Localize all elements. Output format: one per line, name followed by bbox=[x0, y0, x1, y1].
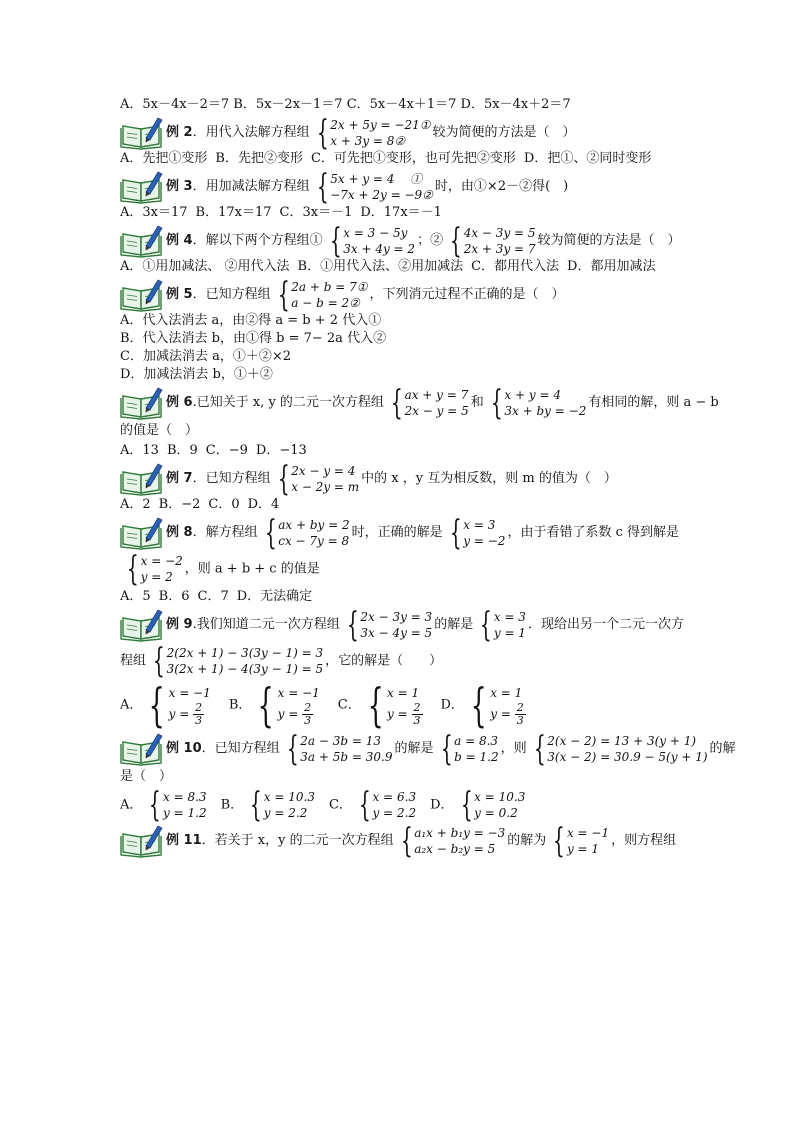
worksheet bbox=[120, 96, 736, 861]
equation-rows bbox=[504, 387, 586, 419]
options-line: A．5x－4x－2＝7 B．5x－2x－1＝7 C．5x－4x＋1＝7 D．5x－4x＋2＝7 bbox=[120, 97, 571, 112]
answer-option: B．①用代入法、②用加减法 bbox=[297, 259, 464, 274]
equation: 5x + y = 4 ① bbox=[330, 172, 423, 186]
equation-system bbox=[386, 383, 469, 423]
equation: cx − 7y = 8 bbox=[278, 534, 350, 548]
answer-option bbox=[354, 785, 417, 825]
answer-option: D．都用加减法 bbox=[567, 259, 656, 274]
var: y = bbox=[168, 706, 194, 721]
answer-option: D．−13 bbox=[255, 443, 307, 458]
example-label: 例 7 bbox=[166, 471, 193, 486]
equation: y = −2 bbox=[463, 534, 506, 548]
equation: y = 1 bbox=[566, 842, 600, 856]
answer-option bbox=[142, 678, 211, 732]
question-text: 程组 bbox=[120, 653, 147, 669]
equation bbox=[387, 702, 422, 727]
option-letter: B． bbox=[228, 697, 252, 713]
var: y = bbox=[277, 706, 303, 721]
equation-rows bbox=[490, 684, 525, 727]
equation-rows bbox=[291, 279, 367, 311]
answer-option: B．代入法消去 b，由①得 b = 7− 2a 代入② bbox=[120, 331, 387, 346]
question-text: ．解以下两个方程组① bbox=[192, 233, 323, 248]
question-text: .我们知道二元一次方程组 bbox=[192, 617, 340, 632]
answer-option: B．−2 bbox=[158, 497, 201, 512]
equation-rows bbox=[405, 387, 469, 419]
equation: 2a + b = 7① bbox=[291, 280, 368, 294]
var: y = bbox=[490, 706, 515, 721]
example-header bbox=[120, 167, 680, 207]
equation: 2x + 3y = 7 bbox=[463, 242, 536, 256]
denominator: 3 bbox=[516, 713, 524, 727]
equation-system bbox=[282, 729, 393, 769]
answer-option: B．9 bbox=[166, 443, 198, 458]
answer-options bbox=[120, 442, 680, 460]
equation-system bbox=[273, 459, 360, 499]
equation: x = 8.3 bbox=[163, 790, 207, 804]
brace: { bbox=[400, 821, 413, 861]
equation: x + 3y = 8② bbox=[330, 134, 406, 148]
equation: 4x − 3y = 5 bbox=[463, 226, 536, 240]
example-header bbox=[120, 605, 684, 645]
denominator: 3 bbox=[304, 713, 312, 727]
equation: a − b = 2② bbox=[291, 296, 360, 310]
equation: y = 2.2 bbox=[263, 806, 308, 820]
brace: { bbox=[449, 513, 462, 553]
book-pen-icon bbox=[120, 462, 164, 496]
question-text: ，则 bbox=[500, 741, 527, 756]
equation: a₂x − b₂y = 5 bbox=[414, 842, 496, 856]
answer-option: C．3x＝－1 bbox=[279, 205, 353, 220]
answer-option bbox=[464, 678, 526, 732]
denominator: 3 bbox=[413, 713, 421, 727]
equation: x = 6.3 bbox=[372, 790, 417, 804]
question-text: ．现给出另一个二元一次方 bbox=[527, 617, 684, 632]
answer-option: C．0 bbox=[208, 497, 240, 512]
answer-options bbox=[120, 678, 680, 732]
equation-system bbox=[122, 549, 183, 589]
brace: { bbox=[148, 678, 166, 732]
option-letter: C． bbox=[337, 697, 361, 713]
question-text: 的值是（ ） bbox=[120, 423, 199, 438]
equation: 3a + 5b = 30.9 bbox=[300, 750, 393, 764]
brace: { bbox=[152, 641, 165, 681]
equation: x = 1 bbox=[387, 685, 420, 700]
equation: x = 10.3 bbox=[474, 790, 526, 804]
example-label: 例 4 bbox=[166, 233, 193, 248]
brace: { bbox=[126, 549, 139, 589]
answer-options bbox=[120, 588, 680, 606]
equation: ax + by = 2 bbox=[278, 518, 350, 532]
equation bbox=[490, 702, 525, 727]
example-header bbox=[120, 821, 680, 861]
question-text: ．用加减法解方程组 bbox=[192, 179, 310, 194]
equation-rows bbox=[474, 789, 525, 821]
example-header bbox=[120, 383, 719, 423]
brace: { bbox=[316, 113, 329, 153]
question-text: .已知关于 x, y 的二元一次方程组 bbox=[192, 395, 384, 410]
question-text: 较为简便的方法是（ ） bbox=[537, 233, 681, 248]
brace: { bbox=[250, 785, 262, 825]
answer-option: D．把①、②同时变形 bbox=[523, 151, 652, 166]
example-label: 例 3 bbox=[166, 179, 193, 194]
question-continuation bbox=[120, 422, 680, 440]
example-label: 例 11 bbox=[166, 833, 202, 848]
equation-rows bbox=[567, 825, 609, 857]
option-letter: A． bbox=[120, 697, 143, 713]
equation-rows bbox=[141, 553, 183, 585]
equation: x = −1 bbox=[168, 685, 211, 700]
question-text: ．若关于 x，y 的二元一次方程组 bbox=[201, 833, 394, 848]
question-continuation bbox=[120, 549, 680, 589]
equation-rows bbox=[373, 789, 417, 821]
answer-option: A．代入法消去 a，由②得 a = b + 2 代入① bbox=[120, 313, 382, 328]
brace: { bbox=[533, 729, 546, 769]
book-pen-icon bbox=[120, 278, 164, 312]
question-text: ；② bbox=[417, 233, 444, 248]
equation-rows bbox=[278, 684, 320, 727]
equation-rows bbox=[464, 225, 536, 257]
answer-option: C．都用代入法 bbox=[471, 259, 560, 274]
equation-rows bbox=[291, 463, 359, 495]
equation-rows bbox=[360, 609, 432, 641]
equation: x = 3 bbox=[463, 518, 496, 532]
equation: 2x − 3y = 3 bbox=[360, 610, 433, 624]
question-text: 较为简便的方法是（ ） bbox=[432, 125, 576, 140]
fraction bbox=[412, 702, 423, 727]
brace: { bbox=[277, 275, 290, 315]
equation-rows bbox=[494, 609, 526, 641]
equation: ax + y = 7 bbox=[404, 388, 469, 402]
book-pen-icon bbox=[120, 608, 164, 642]
answer-option: C．可先把①变形，也可先把②变形 bbox=[310, 151, 516, 166]
brace: { bbox=[358, 785, 371, 825]
brace: { bbox=[390, 383, 403, 423]
numerator: 2 bbox=[195, 700, 203, 714]
equation-rows bbox=[547, 733, 707, 765]
brace: { bbox=[329, 221, 342, 261]
example-label: 例 8 bbox=[166, 525, 193, 540]
fraction bbox=[302, 702, 313, 727]
equation: −7x + 2y = −9② bbox=[330, 188, 433, 202]
option-letter: B． bbox=[220, 797, 244, 813]
book-pen-icon bbox=[120, 516, 164, 550]
question-text: 的解是 bbox=[394, 741, 434, 756]
equation: 3(2x + 1) − 4(3y − 1) = 5 bbox=[166, 662, 324, 676]
equation: 2(2x + 1) − 3(3y − 1) = 3 bbox=[166, 646, 324, 660]
equation-rows bbox=[330, 117, 430, 149]
brace: { bbox=[149, 785, 162, 825]
question-text: ．已知方程组 bbox=[201, 741, 280, 756]
example-label: 例 5 bbox=[166, 287, 193, 302]
example-header bbox=[120, 275, 680, 315]
equation: x = 1 bbox=[490, 685, 523, 700]
numerator: 2 bbox=[516, 700, 524, 714]
answer-option: B．17x＝17 bbox=[195, 205, 272, 220]
example-label: 例 6 bbox=[166, 395, 193, 410]
answer-option: A．13 bbox=[120, 443, 159, 458]
answer-option: D．17x＝－1 bbox=[360, 205, 442, 220]
question-text: ，它的解是（ ） bbox=[325, 653, 443, 669]
equation: x + y = 4 bbox=[504, 388, 561, 402]
question-text: ．已知方程组 bbox=[192, 471, 271, 486]
fraction bbox=[515, 702, 526, 727]
equation-rows bbox=[463, 517, 505, 549]
equation-system bbox=[148, 641, 324, 681]
question-text: ，由于看错了系数 c 得到解是 bbox=[507, 525, 679, 540]
option-letter: A． bbox=[120, 797, 143, 813]
brace: { bbox=[490, 383, 503, 423]
equation-system bbox=[486, 383, 587, 423]
question-text: 的解为 bbox=[507, 833, 547, 848]
brace: { bbox=[480, 605, 492, 645]
equation-rows bbox=[264, 789, 315, 821]
option-letter: D． bbox=[440, 697, 464, 713]
question-text: 时，由①×2－②得( ) bbox=[434, 179, 569, 194]
equation-system bbox=[445, 513, 506, 553]
question-text: 的解 bbox=[709, 741, 736, 756]
equation: x = −1 bbox=[566, 826, 610, 840]
var: y = bbox=[387, 706, 412, 721]
answer-options bbox=[120, 258, 680, 276]
equation-rows bbox=[454, 733, 498, 765]
equation-system bbox=[260, 513, 350, 553]
question-text: 时，正确的解是 bbox=[351, 525, 443, 540]
question-text: 的解是 bbox=[434, 617, 474, 632]
book-pen-icon bbox=[120, 170, 164, 204]
example-label: 例 9 bbox=[166, 617, 193, 632]
equation: y = 0.2 bbox=[474, 806, 518, 820]
answer-option: B．先把②变形 bbox=[215, 151, 303, 166]
answer-option: D．加减法消去 b，①＋② bbox=[120, 367, 273, 382]
equation-rows bbox=[330, 171, 433, 203]
example-header bbox=[120, 459, 680, 499]
answer-option: D．4 bbox=[247, 497, 280, 512]
equation-system bbox=[475, 605, 526, 645]
brace: { bbox=[264, 513, 277, 553]
equation: a = 8.3 bbox=[454, 734, 499, 748]
brace: { bbox=[470, 678, 487, 732]
book-pen-icon bbox=[120, 732, 164, 766]
question-continuation bbox=[120, 641, 680, 681]
answer-option: A．3x＝17 bbox=[120, 205, 188, 220]
example-header bbox=[120, 221, 681, 261]
answer-option bbox=[361, 678, 423, 732]
equation-rows bbox=[163, 789, 207, 821]
brace: { bbox=[553, 821, 566, 861]
denominator: 3 bbox=[195, 713, 203, 727]
equation: 2a − 3b = 13 bbox=[300, 734, 382, 748]
answer-options bbox=[120, 496, 680, 514]
question-text: 和 bbox=[470, 395, 484, 410]
option-letter: C． bbox=[328, 797, 352, 813]
equation: y = 2.2 bbox=[372, 806, 417, 820]
example-label: 例 10 bbox=[166, 741, 202, 756]
question-continuation bbox=[120, 768, 680, 786]
question-text: ．用代入法解方程组 bbox=[192, 125, 310, 140]
equation-system bbox=[396, 821, 506, 861]
equation: 3x − 4y = 5 bbox=[360, 626, 433, 640]
equation-system bbox=[325, 221, 416, 261]
equation: b = 1.2 bbox=[454, 750, 499, 764]
answer-option: D．无法确定 bbox=[236, 589, 313, 604]
equation-system bbox=[436, 729, 499, 769]
equation-rows bbox=[414, 825, 505, 857]
question-text: ，则方程组 bbox=[611, 833, 677, 848]
option-letter: D． bbox=[430, 797, 454, 813]
answer-option: C．−9 bbox=[205, 443, 248, 458]
equation: y = 1 bbox=[493, 626, 526, 640]
answer-options bbox=[120, 150, 680, 168]
answer-option: B．6 bbox=[158, 589, 190, 604]
equation: 2x − y = 5 bbox=[404, 404, 469, 418]
example-label: 例 2 bbox=[166, 125, 193, 140]
answer-options bbox=[120, 785, 680, 825]
brace: { bbox=[257, 678, 275, 732]
brace: { bbox=[449, 221, 462, 261]
equation-system bbox=[273, 275, 368, 315]
equation-system bbox=[312, 167, 433, 207]
brace: { bbox=[286, 729, 299, 769]
equation-rows bbox=[169, 684, 211, 727]
equation: x − 2y = m bbox=[291, 480, 360, 494]
question-text: ，下列消元过程不正确的是（ ） bbox=[369, 287, 565, 302]
numerator: 2 bbox=[304, 700, 312, 714]
book-pen-icon bbox=[120, 224, 164, 258]
equation-system bbox=[342, 605, 433, 645]
answer-option: A．①用加减法、 ②用代入法 bbox=[120, 259, 290, 274]
answer-option: C．加减法消去 a，①＋②×2 bbox=[120, 349, 291, 364]
equation-system bbox=[445, 221, 536, 261]
brace: { bbox=[277, 459, 290, 499]
answer-option bbox=[144, 785, 207, 825]
equation-system bbox=[529, 729, 708, 769]
equation-system bbox=[548, 821, 610, 861]
equation-rows bbox=[343, 225, 415, 257]
equation: y = 1.2 bbox=[163, 806, 207, 820]
brace: { bbox=[316, 167, 329, 207]
answer-option bbox=[245, 785, 315, 825]
question-text: ．解方程组 bbox=[192, 525, 258, 540]
answer-option: A．5 bbox=[120, 589, 151, 604]
equation bbox=[278, 702, 320, 727]
brace: { bbox=[346, 605, 359, 645]
question-text: ，则 a + b + c 的值是 bbox=[184, 561, 320, 577]
book-pen-icon bbox=[120, 386, 164, 420]
answer-option: C．7 bbox=[197, 589, 229, 604]
question-text: 中的 x ，y 互为相反数，则 m 的值为（ ） bbox=[361, 471, 617, 486]
question-text: 是（ ） bbox=[120, 769, 173, 784]
brace: { bbox=[440, 729, 453, 769]
fraction bbox=[193, 702, 204, 727]
equation: 2(x − 2) = 13 + 3(y + 1) bbox=[547, 734, 697, 748]
answer-option bbox=[251, 678, 320, 732]
example-header bbox=[120, 513, 680, 553]
equation: 2x + 5y = −21① bbox=[330, 118, 431, 132]
question-text: 有相同的解，则 a − b bbox=[588, 395, 719, 410]
equation: x = 3 − 5y bbox=[343, 226, 408, 240]
equation: x = 10.3 bbox=[263, 790, 315, 804]
equation: 2x − y = 4 bbox=[291, 464, 356, 478]
equation: x = 3 bbox=[493, 610, 526, 624]
equation-rows bbox=[300, 733, 392, 765]
equation bbox=[169, 702, 211, 727]
brace: { bbox=[460, 785, 473, 825]
book-pen-icon bbox=[120, 116, 164, 150]
equation-rows bbox=[278, 517, 349, 549]
example-header bbox=[120, 729, 736, 769]
answer-option bbox=[456, 785, 526, 825]
equation: a₁x + b₁y = −3 bbox=[414, 826, 506, 840]
brace: { bbox=[367, 678, 384, 732]
equation: 3x + by = −2 bbox=[504, 404, 587, 418]
answer-option: A．2 bbox=[120, 497, 151, 512]
equation: 3(x − 2) = 30.9 − 5(y + 1) bbox=[547, 750, 708, 764]
example-header bbox=[120, 113, 680, 153]
numerator: 2 bbox=[413, 700, 421, 714]
equation: y = 2 bbox=[140, 570, 173, 584]
equation: x = −2 bbox=[140, 554, 183, 568]
equation-rows bbox=[387, 684, 422, 727]
answer-options bbox=[120, 204, 680, 222]
equation: 3x + 4y = 2 bbox=[343, 242, 416, 256]
equation-rows bbox=[167, 645, 323, 677]
equation-system bbox=[312, 113, 431, 153]
equation: x = −1 bbox=[277, 685, 320, 700]
book-pen-icon bbox=[120, 824, 164, 858]
answer-option: A．先把①变形 bbox=[120, 151, 208, 166]
question-text: ．已知方程组 bbox=[192, 287, 271, 302]
